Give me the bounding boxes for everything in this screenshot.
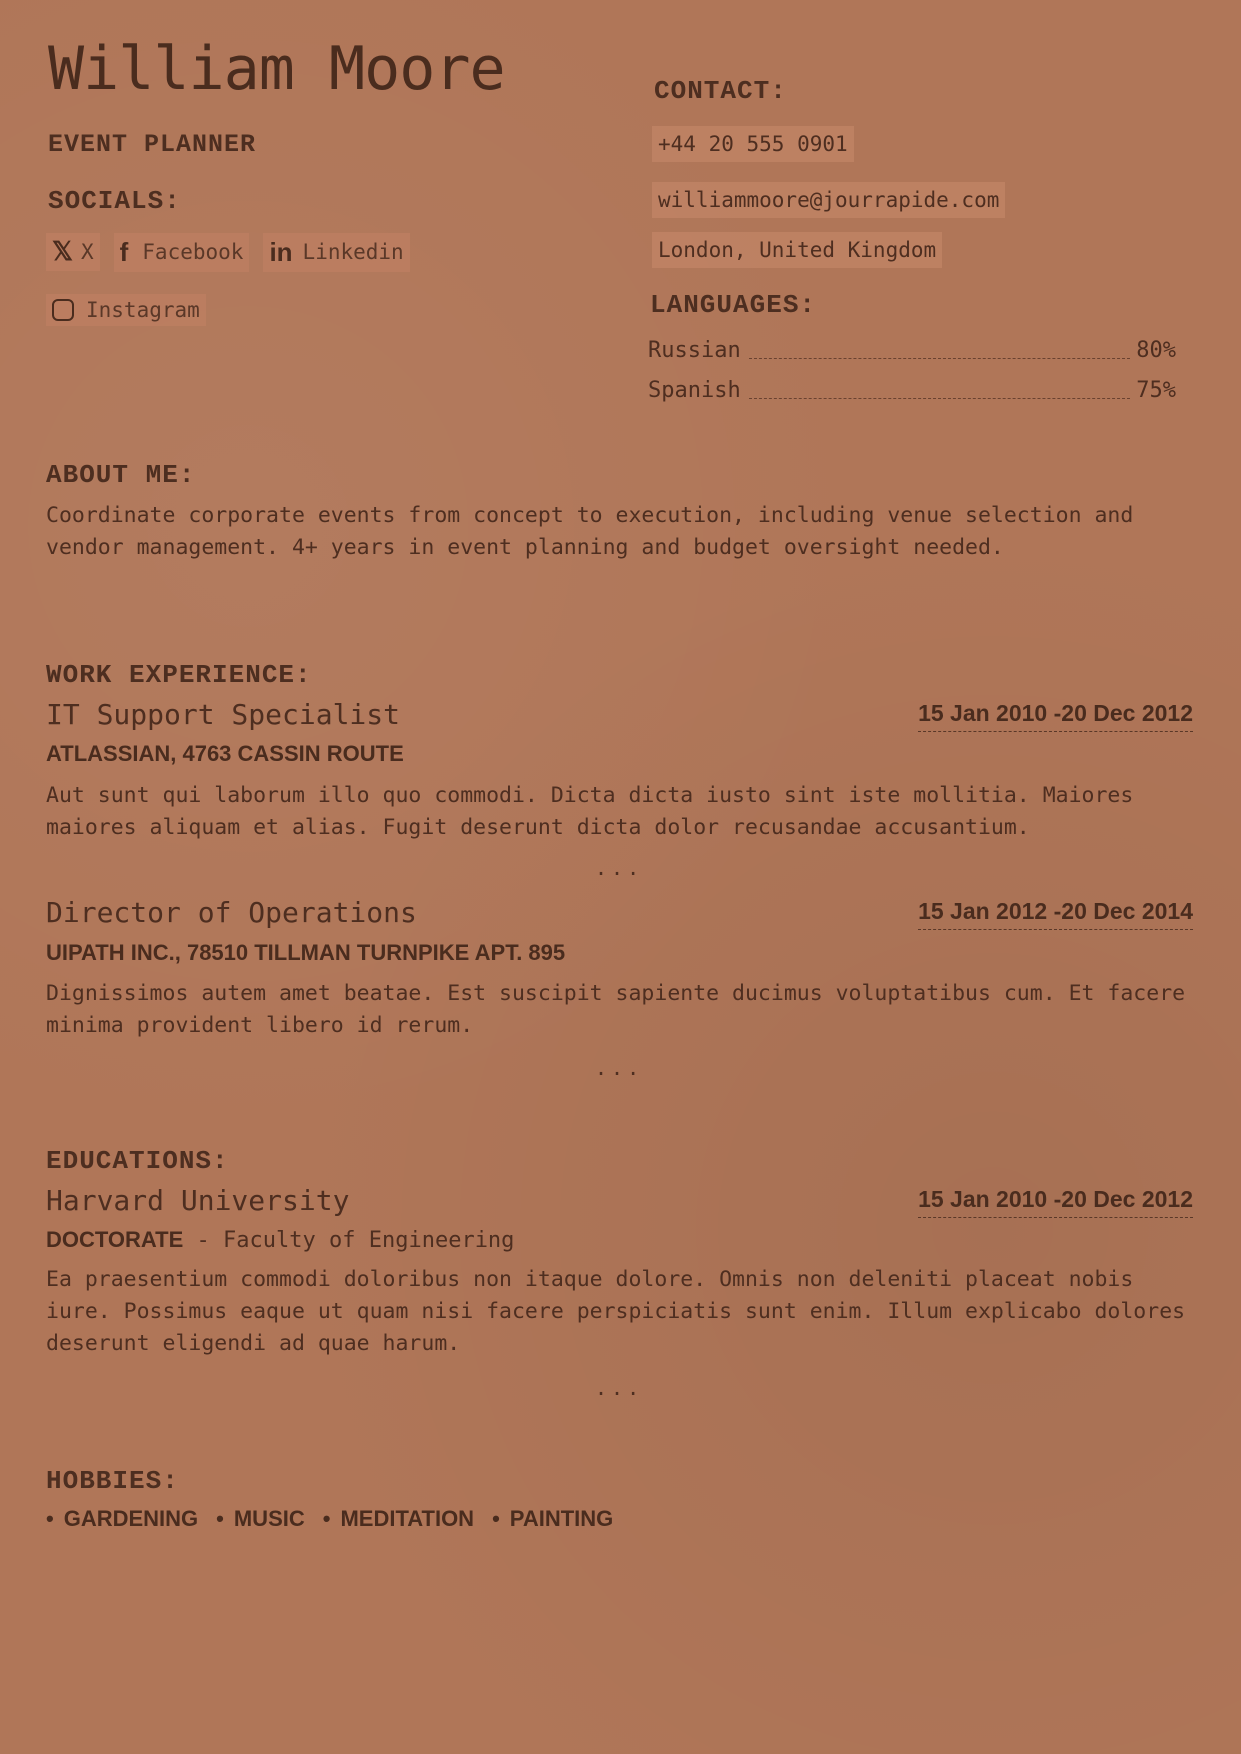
- work-more: ...: [595, 856, 644, 880]
- education-heading: EDUCATIONS:: [46, 1146, 229, 1176]
- job-title: EVENT PLANNER: [48, 130, 257, 159]
- education-more: ...: [595, 1376, 644, 1400]
- work-company: UIPATH INC., 78510 TILLMAN TURNPIKE APT. 895: [46, 940, 566, 965]
- linkedin-icon: in: [269, 236, 293, 267]
- work-more: ...: [595, 1056, 644, 1080]
- facebook-icon: f: [119, 236, 129, 267]
- socials-row-2: [46, 290, 206, 330]
- about-heading: ABOUT ME:: [46, 460, 196, 490]
- social-facebook[interactable]: [114, 233, 250, 272]
- work-title: IT Support Specialist: [46, 698, 401, 731]
- contact-email[interactable]: williammoore@jourrapide.com: [652, 182, 1005, 218]
- social-x-label: X: [80, 240, 94, 264]
- socials-heading: SOCIALS:: [48, 186, 181, 216]
- social-linkedin-label: Linkedin: [302, 240, 404, 264]
- language-level: 80%: [1136, 338, 1176, 363]
- language-name: Spanish: [648, 378, 741, 403]
- language-row: [648, 338, 1176, 363]
- languages-heading: LANGUAGES:: [650, 290, 817, 320]
- instagram-icon: [52, 299, 74, 321]
- language-name: Russian: [648, 338, 741, 363]
- language-row: [648, 378, 1176, 403]
- work-description: Aut sunt qui laborum illo quo commodi. Dicta dicta iusto sint iste mollitia. Maiores maiores aliquam et alias. Fugit deserunt dicta dolor recusandae accusantium.: [46, 783, 1134, 840]
- social-facebook-label: Facebook: [142, 240, 244, 264]
- work-description: Dignissimos autem amet beatae. Est suscipit sapiente ducimus voluptatibus cum. Et facere minima provident libero id rerum.: [46, 981, 1186, 1038]
- language-level: 75%: [1136, 378, 1176, 403]
- x-icon: 𝕏: [52, 237, 73, 267]
- education-degree: DOCTORATE: [46, 1227, 184, 1252]
- hobby-item: • MEDITATION: [323, 1506, 474, 1532]
- social-instagram[interactable]: [46, 294, 206, 326]
- hobby-item: • PAINTING: [492, 1506, 613, 1532]
- work-title: Director of Operations: [46, 896, 417, 929]
- hobbies-heading: HOBBIES:: [46, 1466, 179, 1496]
- work-heading: WORK EXPERIENCE:: [46, 660, 312, 690]
- education-description: Ea praesentium commodi doloribus non itaque dolore. Omnis non deleniti placeat nobis iure. Possimus eaque ut quam nisi facere perspiciatis sunt enim. Illum explicabo dolores deserunt eligendi ad quae harum.: [46, 1267, 1186, 1356]
- social-instagram-label: Instagram: [86, 298, 200, 322]
- language-leader: [749, 397, 1131, 399]
- social-x[interactable]: [46, 233, 100, 271]
- socials-row-1: [46, 232, 410, 272]
- contact-heading: CONTACT:: [654, 76, 787, 106]
- hobby-item: • MUSIC: [216, 1506, 305, 1532]
- candidate-name: William Moore: [48, 34, 505, 104]
- education-degree-line: [46, 1227, 514, 1253]
- social-linkedin[interactable]: [263, 233, 409, 272]
- work-dates: 15 Jan 2010 -20 Dec 2012: [918, 700, 1193, 732]
- language-leader: [749, 357, 1131, 359]
- contact-location: London, United Kingdom: [652, 232, 942, 268]
- hobbies-list: [46, 1506, 613, 1532]
- education-faculty: - Faculty of Engineering: [183, 1228, 515, 1253]
- education-dates: 15 Jan 2010 -20 Dec 2012: [918, 1186, 1193, 1218]
- work-company: ATLASSIAN, 4763 CASSIN ROUTE: [46, 741, 404, 766]
- education-school: Harvard University: [46, 1184, 350, 1217]
- about-text: Coordinate corporate events from concept to execution, including venue selection and vendor management. 4+ years in event planning and budget oversight needed.: [46, 503, 1134, 560]
- hobby-item: • GARDENING: [46, 1506, 198, 1532]
- contact-phone[interactable]: +44 20 555 0901: [652, 126, 854, 162]
- work-dates: 15 Jan 2012 -20 Dec 2014: [918, 898, 1193, 930]
